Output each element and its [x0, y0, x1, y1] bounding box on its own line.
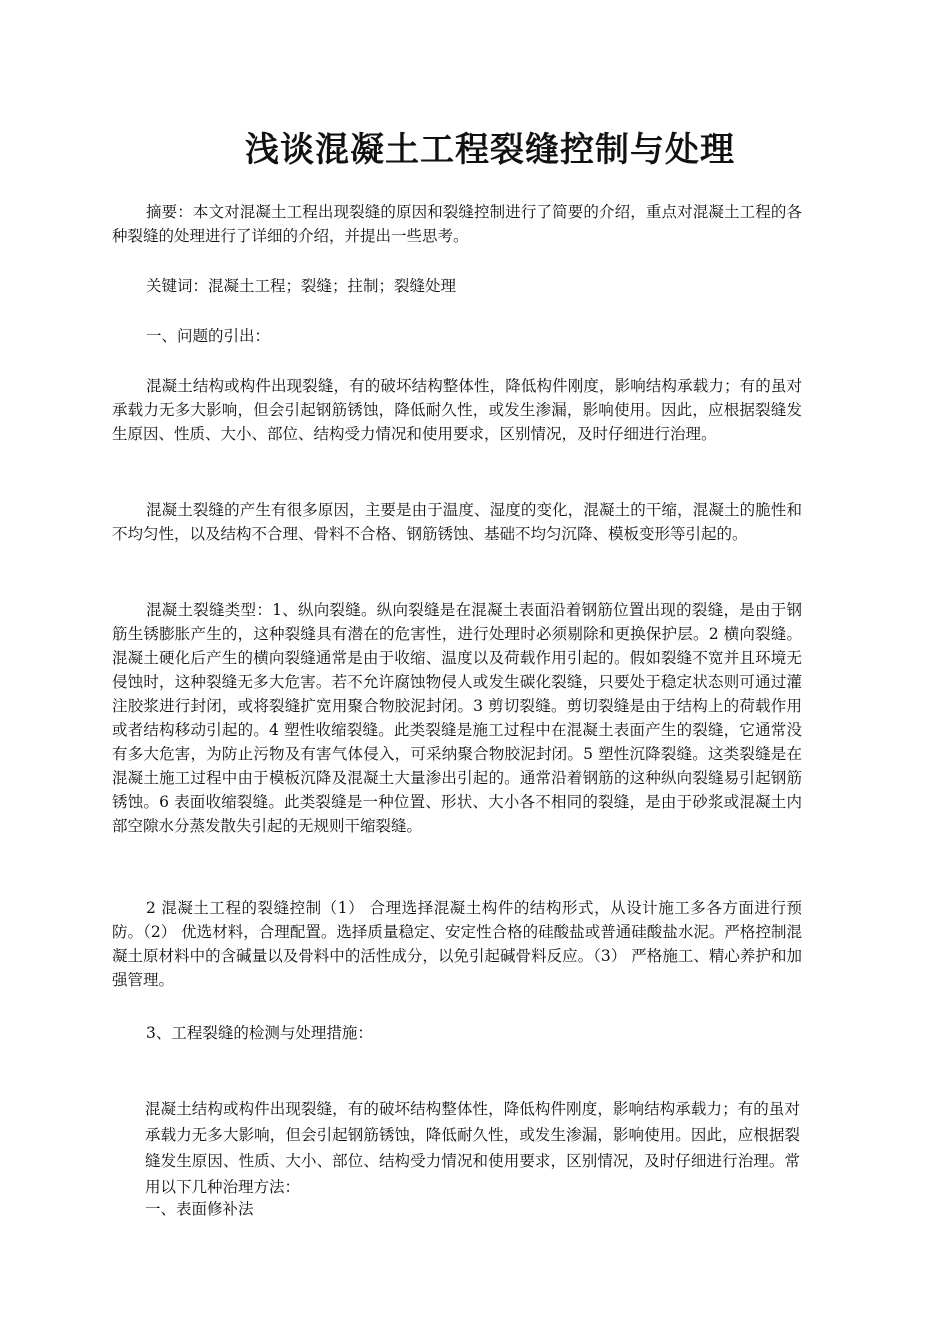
- paragraph-3: 混凝土裂缝类型：1、纵向裂缝。纵向裂缝是在混凝土表面沿着钢筋位置出现的裂缝，是由于钢筋生锈膨胀产生的，这种裂缝具有潜在的危害性，进行处理时必须剔除和更换保护层。2 横向裂缝。混凝土硬化后产生的横向裂缝通常是由于收缩、温度以及荷载作用引起的。假如裂缝不宽并且环境无侵蚀时，这种裂缝无多大危害。若不允许腐蚀物侵人或发生碳化裂缝，只要处于稳定状态则可通过灌注胶浆进行封闭，或将裂缝扩宽用聚合物胶泥封闭。3 剪切裂缝。剪切裂缝是由于结构上的荷载作用或者结构移动引起的。4 塑性收缩裂缝。此类裂缝是施工过程中在混凝土表面产生的裂缝，它通常没有多大危害，为防止污物及有害气体侵入，可采纳聚合物胶泥封闭。5 塑性沉降裂缝。这类裂缝是在混凝土施工过程中由于模板沉降及混凝土大量渗出引起的。通常沿着钢筋的这种纵向裂缝易引起钢筋锈蚀。6 表面收缩裂缝。此类裂缝是一种位置、形状、大小各不相同的裂缝，是由于砂浆或混凝土内部空隙水分蒸发散失引起的无规则干缩裂缝。: [112, 601, 802, 835]
- abstract-text: 本文对混凝土工程出现裂缝的原因和裂缝控制进行了简要的介绍，重点对混凝土工程的各种裂缝的处理进行了详细的介绍，并提出一些思考。: [112, 203, 802, 245]
- keywords-label: 关键词：: [146, 277, 209, 295]
- paragraph-5: 混凝土结构或构件出现裂缝，有的破坏结构整体性，降低构件刚度，影响结构承载力；有的虽对承载力无多大影响，但会引起钢筋锈蚀，降低耐久性，或发生渗漏，影响使用。因此，应根据裂缝发生原因、性质、大小、部位、结构受力情况和使用要求，区别情况，及时仔细进行治理。常用以下几种治理方法：: [145, 1100, 800, 1196]
- paragraph-1: 混凝土结构或构件出现裂缝，有的破坏结构整体性，降低构件刚度，影响结构承载力；有的虽对承载力无多大影响，但会引起钢筋锈蚀，降低耐久性，或发生渗漏，影响使用。因此，应根据裂缝发生原因、性质、大小、部位、结构受力情况和使用要求，区别情况，及时仔细进行治理。: [112, 377, 802, 443]
- subheading-surface-repair: 一、表面修补法: [145, 1200, 254, 1218]
- keywords-paragraph: [112, 274, 802, 298]
- paragraph-4: 2 混凝土工程的裂缝控制（1） 合理选择混凝土构件的结构形式，从设计施工多各方面进行预防。（2） 优选材料，合理配置。选择质量稳定、安定性合格的硅酸盐或普通硅酸盐水泥。严格控制混凝土原材料中的含碱量以及骨料中的活性成分，以免引起碱骨料反应。（3） 严格施工、精心养护和加强管理。: [112, 899, 802, 989]
- paragraph-2: 混凝土裂缝的产生有很多原因，主要是由于温度、湿度的变化，混凝土的干缩，混凝土的脆性和不均匀性，以及结构不合理、骨料不合格、钢筋锈蚀、基础不均匀沉降、模板变形等引起的。: [112, 501, 802, 543]
- abstract-label: 摘要：: [146, 203, 193, 221]
- section-3-heading: 3、工程裂缝的检测与处理措施：: [146, 1024, 373, 1042]
- section-1-heading: 一、问题的引出：: [146, 327, 271, 345]
- document-title: 浅谈混凝土工程裂缝控制与处理: [245, 130, 735, 170]
- keywords-text: 混凝土工程；裂缝；拄制；裂缝处理: [208, 277, 457, 295]
- abstract-paragraph: [112, 200, 802, 248]
